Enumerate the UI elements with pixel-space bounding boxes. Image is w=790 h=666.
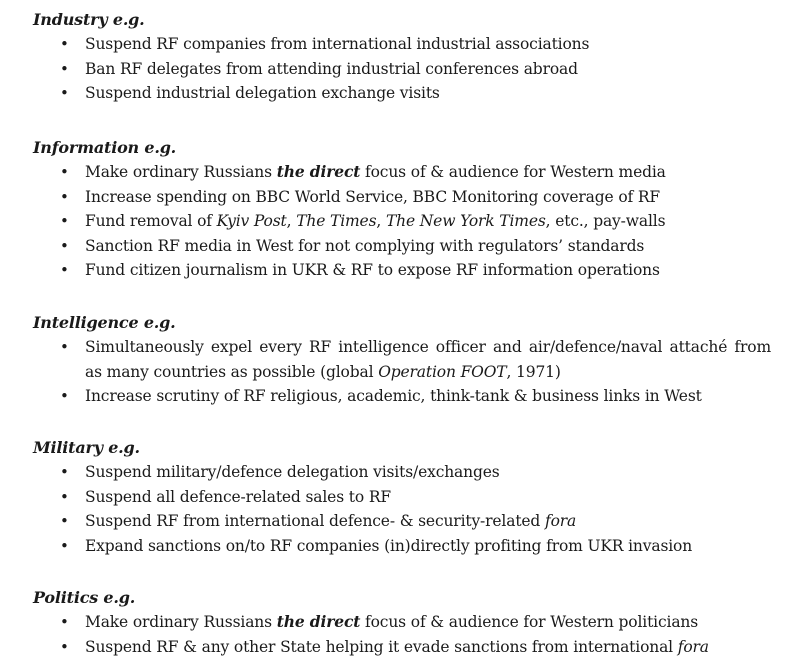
bullet-list	[33, 32, 783, 106]
list-item-text: Simultaneously expel every RF intelligence officer and air/defence/naval attaché from as many countries as possible (global	[85, 338, 771, 381]
list-item	[33, 384, 783, 409]
italic-title: fora	[544, 512, 577, 530]
list-item	[33, 81, 783, 106]
italic-title: fora	[677, 637, 709, 656]
list-item-text: Suspend all defence-related sales to RF	[85, 487, 391, 506]
italic-title: Kyiv Post	[216, 212, 287, 230]
list-item	[33, 32, 783, 57]
bullet-icon: •	[60, 35, 69, 53]
bullet-icon: •	[60, 163, 69, 181]
list-item-text: Increase spending on BBC World Service, BBC Monitoring coverage of RF	[85, 187, 660, 206]
bullet-icon: •	[60, 84, 69, 102]
list-item-text: focus of & audience for Western media	[360, 163, 666, 181]
bullet-icon: •	[60, 59, 69, 78]
list-item-text: Suspend industrial delegation exchange visits	[85, 84, 440, 102]
italic-title: The New York Times	[385, 212, 546, 230]
list-item-text: Expand sanctions on/to RF companies (in)directly profiting from UKR invasion	[85, 536, 693, 555]
bullet-list	[33, 335, 783, 409]
bullet-icon: •	[60, 261, 69, 279]
list-item-text: Suspend military/defence delegation visits/exchanges	[85, 463, 500, 481]
bullet-icon: •	[60, 387, 69, 405]
bullet-icon: •	[60, 512, 69, 530]
list-item	[33, 160, 783, 185]
list-item-text: Make ordinary Russians	[85, 163, 277, 181]
list-item-text: Suspend RF companies from international industrial associations	[85, 35, 590, 53]
list-item	[33, 335, 771, 384]
list-item-text: Fund removal of	[85, 212, 217, 230]
list-item	[33, 460, 783, 485]
section-politics	[33, 588, 783, 659]
bullet-icon: •	[60, 212, 69, 230]
section-heading: Intelligence e.g.	[33, 313, 176, 332]
list-item-text: Fund citizen journalism in UKR & RF to expose RF information operations	[85, 261, 660, 279]
list-item	[33, 234, 783, 259]
section-heading: Military e.g.	[33, 438, 140, 457]
bullet-icon: •	[60, 487, 69, 506]
bullet-list	[33, 610, 783, 659]
list-item-text: Suspend RF from international defence- & security-related	[85, 512, 545, 530]
list-item-text: ,	[376, 212, 386, 230]
list-item-text: Sanction RF media in West for not complying with regulators’ standards	[85, 236, 645, 255]
list-item-text: , etc., pay-walls	[545, 212, 666, 230]
list-item	[33, 209, 783, 234]
list-item-text: focus of & audience for Western politicians	[360, 613, 699, 631]
list-item	[33, 635, 783, 660]
section-heading: Information e.g.	[33, 138, 177, 157]
emphasis-text: the direct	[276, 612, 361, 631]
list-item-text: , 1971)	[506, 362, 561, 381]
section-heading: Politics e.g.	[33, 588, 136, 607]
italic-title: The Times	[296, 212, 377, 230]
list-item-text: Suspend RF & any other State helping it evade sanctions from international	[85, 637, 678, 656]
list-item-text: ,	[286, 212, 297, 230]
bullet-icon: •	[60, 536, 69, 555]
emphasis-text: the direct	[276, 162, 361, 181]
bullet-icon: •	[60, 637, 69, 656]
list-item-text: Ban RF delegates from attending industrial conferences abroad	[85, 59, 578, 78]
list-item-text: Make ordinary Russians	[85, 613, 277, 631]
bullet-icon: •	[60, 338, 69, 356]
list-item	[33, 258, 783, 283]
list-item	[33, 57, 783, 82]
section-information	[33, 138, 783, 283]
section-industry	[33, 10, 783, 106]
list-item	[33, 185, 783, 210]
list-item	[33, 509, 783, 534]
section-intelligence	[33, 313, 783, 409]
bullet-list	[33, 460, 783, 558]
bullet-icon: •	[60, 236, 69, 255]
italic-title: Operation FOOT	[378, 362, 507, 381]
bullet-icon: •	[60, 463, 69, 481]
list-item	[33, 610, 783, 635]
list-item	[33, 485, 783, 510]
section-heading: Industry e.g.	[33, 10, 145, 29]
bullet-icon: •	[60, 187, 69, 206]
bullet-icon: •	[60, 613, 69, 631]
list-item	[33, 534, 783, 559]
bullet-list	[33, 160, 783, 283]
list-item-text: Increase scrutiny of RF religious, academic, think-tank & business links in West	[85, 387, 702, 405]
section-military	[33, 438, 783, 558]
